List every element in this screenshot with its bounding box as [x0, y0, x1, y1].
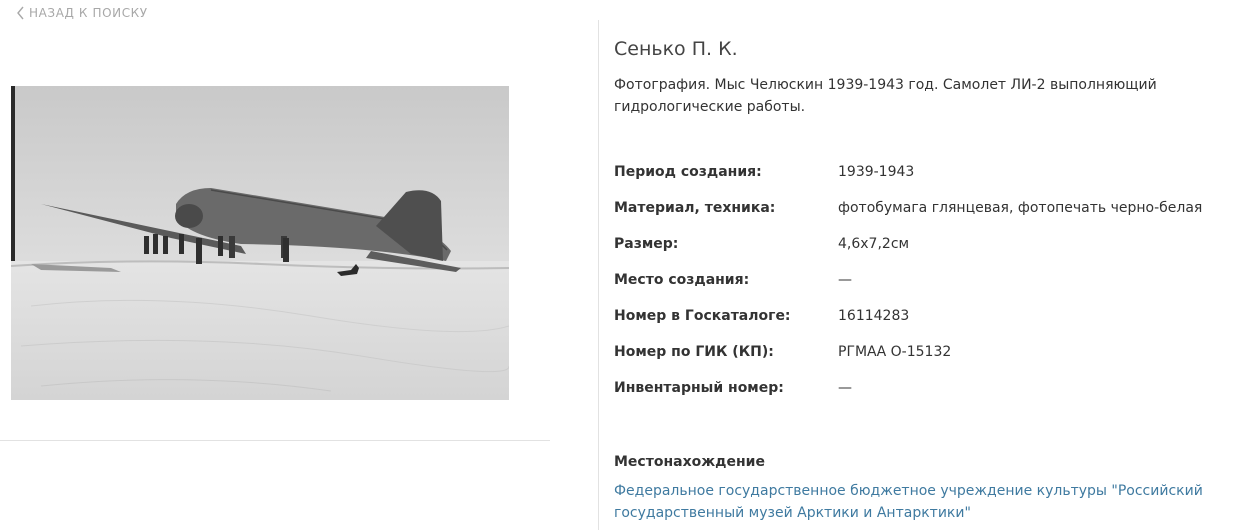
property-row — [614, 306, 1240, 342]
property-value: 4,6x7,2см — [838, 236, 910, 252]
property-value: — — [838, 272, 852, 288]
property-row — [614, 270, 1240, 306]
location-museum-link[interactable]: Федеральное государственное бюджетное учреждение культуры "Российский государственный музей Арктики и Антарктики" — [614, 483, 1203, 521]
property-value: 16114283 — [838, 308, 910, 324]
property-row — [614, 162, 1240, 198]
property-row — [614, 234, 1240, 270]
property-label: Номер в Госкаталоге: — [614, 308, 791, 324]
property-value: РГМАА О-15132 — [838, 344, 952, 360]
item-description: Фотография. Мыс Челюскин 1939-1943 год. Самолет ЛИ-2 выполняющий гидрологические работы. — [614, 77, 1157, 115]
item-photo[interactable] — [11, 86, 509, 400]
item-info — [614, 38, 1240, 118]
property-row — [614, 342, 1240, 378]
back-to-search-link[interactable] — [16, 6, 148, 20]
property-label: Размер: — [614, 236, 679, 252]
chevron-left-icon — [16, 6, 25, 20]
property-row — [614, 378, 1240, 414]
left-divider — [0, 440, 550, 441]
property-label: Инвентарный номер: — [614, 380, 784, 396]
property-row — [614, 198, 1240, 234]
location-section — [614, 452, 1240, 524]
properties-list — [614, 162, 1240, 414]
property-value: — — [838, 380, 852, 396]
property-value: 1939-1943 — [838, 164, 915, 180]
property-label: Материал, техника: — [614, 200, 776, 216]
property-label: Период создания: — [614, 164, 762, 180]
property-label: Номер по ГИК (КП): — [614, 344, 774, 360]
item-author: Сенько П. К. — [614, 38, 738, 60]
column-divider — [598, 20, 599, 530]
property-label: Место создания: — [614, 272, 750, 288]
back-to-search-label: НАЗАД К ПОИСКУ — [29, 6, 148, 20]
property-value: фотобумага глянцевая, фотопечать черно-белая — [838, 200, 1203, 216]
photo-plane-on-snow — [11, 86, 509, 400]
location-title: Местонахождение — [614, 454, 765, 470]
